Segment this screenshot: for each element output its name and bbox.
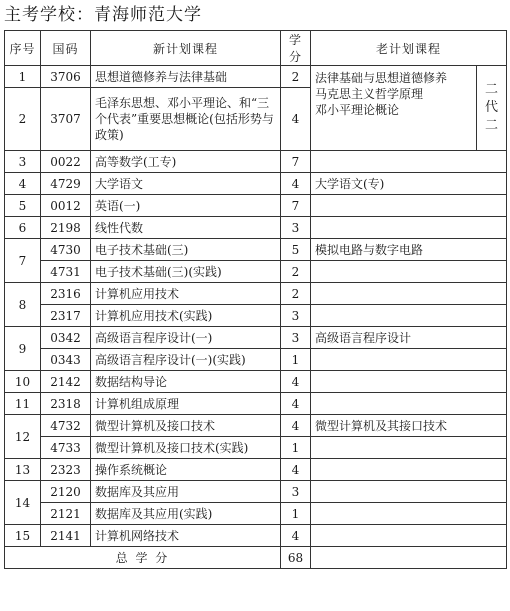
table-row xyxy=(5,195,507,217)
total-row xyxy=(5,547,507,569)
table-row xyxy=(5,481,507,503)
total-credits: 68 xyxy=(281,547,311,569)
code-cell: 2142 xyxy=(41,371,91,393)
code-cell: 2141 xyxy=(41,525,91,547)
course-name-cell: 思想道德修养与法律基础 xyxy=(91,66,281,88)
seq-cell: 9 xyxy=(5,327,41,371)
credits-cell: 1 xyxy=(281,349,311,371)
seq-cell: 14 xyxy=(5,481,41,525)
table-row xyxy=(5,437,507,459)
col-header-old-plan: 老计划课程 xyxy=(311,31,507,66)
course-name-cell: 电子技术基础(三) xyxy=(91,239,281,261)
seq-cell: 2 xyxy=(5,88,41,151)
old-course-empty xyxy=(311,261,507,283)
old-course-empty xyxy=(311,459,507,481)
old-course-empty xyxy=(311,305,507,327)
code-cell: 4729 xyxy=(41,173,91,195)
credits-cell: 4 xyxy=(281,415,311,437)
seq-cell: 3 xyxy=(5,151,41,173)
table-row xyxy=(5,283,507,305)
course-name-cell: 高级语言程序设计(一)(实践) xyxy=(91,349,281,371)
old-course-politics xyxy=(311,66,477,151)
code-cell: 2120 xyxy=(41,481,91,503)
course-name-cell: 计算机网络技术 xyxy=(91,525,281,547)
credits-cell: 3 xyxy=(281,305,311,327)
old-course-politics-text: 法律基础与思想道德修养 马克思主义哲学原理 邓小平理论概论 xyxy=(315,71,448,117)
course-table xyxy=(4,30,507,569)
table-row xyxy=(5,151,507,173)
code-cell: 4732 xyxy=(41,415,91,437)
course-name-cell: 线性代数 xyxy=(91,217,281,239)
table-row xyxy=(5,393,507,415)
old-course-empty xyxy=(311,283,507,305)
seq-cell: 8 xyxy=(5,283,41,327)
col-header-credits: 学分 xyxy=(281,31,311,66)
old-course-empty xyxy=(311,437,507,459)
old-course-mark-text: 二代二 xyxy=(484,82,498,133)
seq-cell: 15 xyxy=(5,525,41,547)
old-course-microcomputer: 微型计算机及其接口技术 xyxy=(311,415,507,437)
code-cell: 0342 xyxy=(41,327,91,349)
table-row xyxy=(5,415,507,437)
total-label: 总 学 分 xyxy=(5,547,281,569)
old-course-empty xyxy=(311,151,507,173)
old-course-programming: 高级语言程序设计 xyxy=(311,327,507,349)
code-cell: 4733 xyxy=(41,437,91,459)
col-header-code: 国码 xyxy=(41,31,91,66)
credits-cell: 2 xyxy=(281,283,311,305)
table-row xyxy=(5,66,507,88)
course-name-cell: 高等数学(工专) xyxy=(91,151,281,173)
code-cell: 4730 xyxy=(41,239,91,261)
table-row xyxy=(5,217,507,239)
course-name-cell: 电子技术基础(三)(实践) xyxy=(91,261,281,283)
seq-cell: 13 xyxy=(5,459,41,481)
credits-cell: 4 xyxy=(281,88,311,151)
table-row xyxy=(5,305,507,327)
seq-cell: 10 xyxy=(5,371,41,393)
table-row xyxy=(5,327,507,349)
seq-cell: 4 xyxy=(5,173,41,195)
code-cell: 3706 xyxy=(41,66,91,88)
credits-cell: 4 xyxy=(281,393,311,415)
credits-cell: 7 xyxy=(281,195,311,217)
old-course-empty xyxy=(311,525,507,547)
old-course-electronics: 模拟电路与数字电路 xyxy=(311,239,507,261)
credits-cell: 4 xyxy=(281,371,311,393)
code-cell: 0022 xyxy=(41,151,91,173)
course-name-cell: 计算机应用技术 xyxy=(91,283,281,305)
table-row xyxy=(5,503,507,525)
course-name-cell: 计算机组成原理 xyxy=(91,393,281,415)
code-cell: 3707 xyxy=(41,88,91,151)
course-name-cell: 操作系统概论 xyxy=(91,459,281,481)
code-cell: 0343 xyxy=(41,349,91,371)
credits-cell: 5 xyxy=(281,239,311,261)
old-course-empty xyxy=(311,349,507,371)
credits-cell: 3 xyxy=(281,217,311,239)
code-cell: 2318 xyxy=(41,393,91,415)
old-course-empty xyxy=(311,393,507,415)
old-course-empty xyxy=(311,371,507,393)
credits-cell: 7 xyxy=(281,151,311,173)
seq-cell: 12 xyxy=(5,415,41,459)
seq-cell: 11 xyxy=(5,393,41,415)
table-row xyxy=(5,173,507,195)
code-cell: 2323 xyxy=(41,459,91,481)
col-header-seq: 序号 xyxy=(5,31,41,66)
old-course-empty xyxy=(311,217,507,239)
table-row xyxy=(5,349,507,371)
credits-cell: 3 xyxy=(281,327,311,349)
old-course-mark xyxy=(477,66,507,151)
seq-cell: 1 xyxy=(5,66,41,88)
course-name-cell: 英语(一) xyxy=(91,195,281,217)
code-cell: 4731 xyxy=(41,261,91,283)
old-course-empty xyxy=(311,195,507,217)
credits-cell: 1 xyxy=(281,503,311,525)
col-header-new-plan: 新计划课程 xyxy=(91,31,281,66)
old-course-empty xyxy=(311,547,507,569)
table-row xyxy=(5,239,507,261)
table-header-row xyxy=(5,31,507,66)
course-name-cell: 高级语言程序设计(一) xyxy=(91,327,281,349)
old-course-empty xyxy=(311,503,507,525)
course-name-cell: 毛泽东思想、邓小平理论、和“三个代表”重要思想概论(包括形势与政策) xyxy=(91,88,281,151)
code-cell: 2317 xyxy=(41,305,91,327)
table-row xyxy=(5,459,507,481)
credits-cell: 1 xyxy=(281,437,311,459)
course-name-cell: 数据库及其应用 xyxy=(91,481,281,503)
credits-cell: 3 xyxy=(281,481,311,503)
credits-cell: 4 xyxy=(281,525,311,547)
seq-cell: 6 xyxy=(5,217,41,239)
seq-cell: 5 xyxy=(5,195,41,217)
course-name-cell: 微型计算机及接口技术(实践) xyxy=(91,437,281,459)
credits-cell: 4 xyxy=(281,459,311,481)
seq-cell: 7 xyxy=(5,239,41,283)
table-row xyxy=(5,261,507,283)
code-cell: 2121 xyxy=(41,503,91,525)
course-name-cell: 计算机应用技术(实践) xyxy=(91,305,281,327)
page-title: 主考学校：青海师范大学 xyxy=(4,5,202,25)
old-course-chinese: 大学语文(专) xyxy=(311,173,507,195)
old-course-empty xyxy=(311,481,507,503)
code-cell: 2198 xyxy=(41,217,91,239)
course-name-cell: 数据结构导论 xyxy=(91,371,281,393)
code-cell: 0012 xyxy=(41,195,91,217)
course-name-cell: 数据库及其应用(实践) xyxy=(91,503,281,525)
course-name-cell: 微型计算机及接口技术 xyxy=(91,415,281,437)
credits-cell: 4 xyxy=(281,173,311,195)
course-name-cell: 大学语文 xyxy=(91,173,281,195)
table-row xyxy=(5,525,507,547)
table-row xyxy=(5,371,507,393)
credits-cell: 2 xyxy=(281,66,311,88)
code-cell: 2316 xyxy=(41,283,91,305)
credits-cell: 2 xyxy=(281,261,311,283)
